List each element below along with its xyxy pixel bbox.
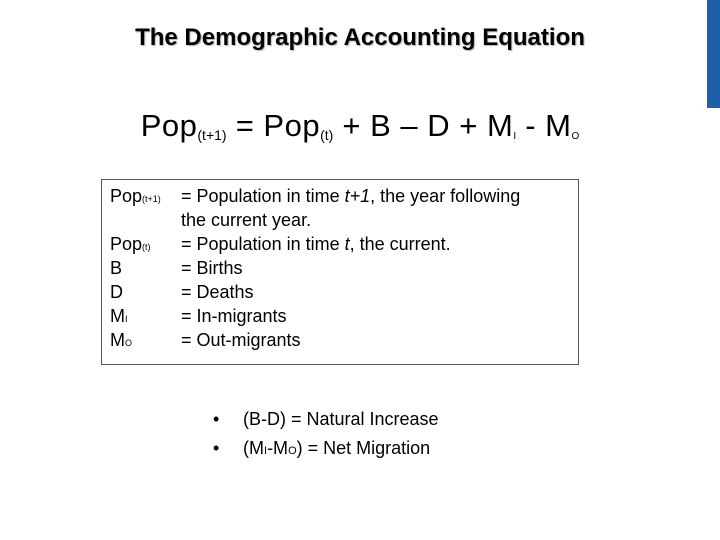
bullet-net-migration	[213, 434, 439, 463]
equation-pop-next-sub: (t+1)	[197, 127, 227, 143]
bullet-list	[213, 405, 439, 463]
definition-term: MI	[110, 306, 128, 326]
bullet-marker: •	[213, 438, 220, 458]
bullet-natural-increase	[213, 405, 439, 434]
equation-mo-sub: O	[571, 131, 580, 142]
definitions-box	[101, 179, 579, 365]
bullet-text: (MI-MO) = Net Migration	[243, 438, 431, 458]
equation-pop-current: Pop	[263, 108, 321, 143]
slide-title: The Demographic Accounting Equation	[135, 24, 585, 51]
definition-term: B	[110, 258, 123, 278]
definition-text: = Population in time t, the current.	[181, 234, 451, 254]
equation-births-deaths: + B – D + M	[333, 108, 514, 143]
equation-equals: =	[226, 108, 264, 143]
equation-minus-mo: - M	[516, 108, 572, 143]
definition-term: Pop(t)	[110, 234, 151, 254]
definition-term: MO	[110, 330, 133, 350]
bullet-marker: •	[213, 409, 220, 429]
equation-mi-sub: I	[513, 131, 517, 142]
bullet-text: (B-D) = Natural Increase	[243, 409, 439, 429]
definition-term: D	[110, 282, 123, 302]
definition-text: = In-migrants	[181, 306, 287, 326]
accent-bar	[707, 0, 720, 108]
definition-text: the current year.	[181, 210, 312, 230]
equation-pop-next: Pop	[140, 108, 198, 143]
accounting-equation	[0, 108, 720, 144]
equation-pop-current-sub: (t)	[320, 127, 334, 143]
definition-text: = Population in time t+1, the year following	[181, 186, 521, 206]
definition-text: = Births	[181, 258, 243, 278]
definition-term: Pop(t+1)	[110, 186, 161, 206]
definition-text: = Out-migrants	[181, 330, 301, 350]
definition-text: = Deaths	[181, 282, 254, 302]
